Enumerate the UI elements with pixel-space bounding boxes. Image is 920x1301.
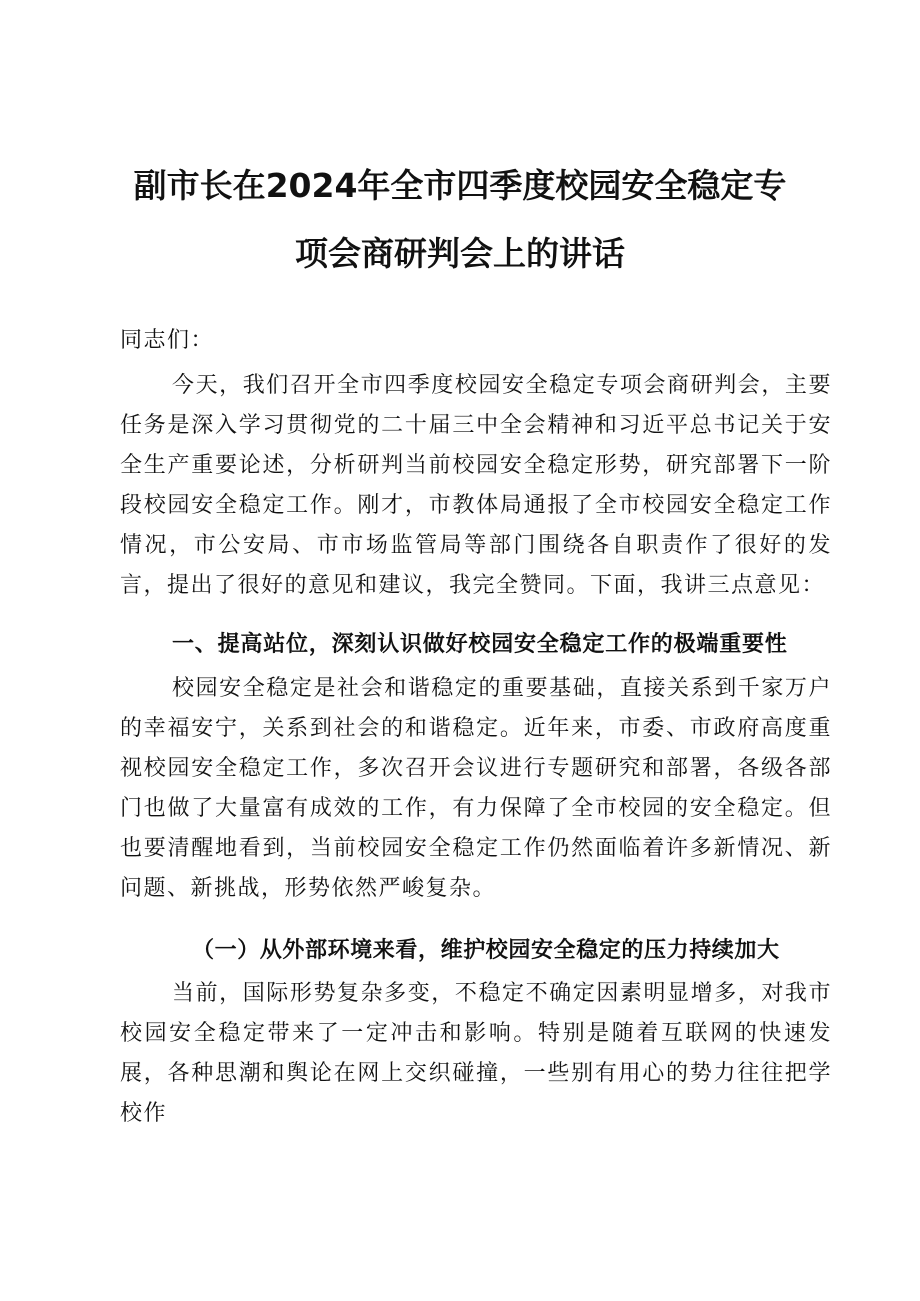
- paragraph-intro: 今天，我们召开全市四季度校园安全稳定专项会商研判会，主要任务是深入学习贯彻党的二十届三中全会精神和习近平总书记关于安全生产重要论述，分析研判当前校园安全稳定形势，研究部署下一阶段校园安全稳定工作。刚才，市教体局通报了全市校园安全稳定工作情况，市公安局、市市场监管局等部门围绕各自职责作了很好的发言，提出了很好的意见和建议，我完全赞同。下面，我讲三点意见：: [120, 373, 832, 598]
- subsection-heading-1: （一）从外部环境来看，维护校园安全稳定的压力持续加大: [192, 937, 780, 963]
- document-title-line-1: 副市长在2024年全市四季度校园安全稳定专: [133, 166, 787, 205]
- salutation: 同志们：: [120, 328, 215, 353]
- document-title-line-2: 项会商研判会上的讲话: [295, 234, 625, 273]
- paragraph-subsection-1: 当前，国际形势复杂多变，不稳定不确定因素明显增多，对我市校园安全稳定带来了一定冲击和影响。特别是随着互联网的快速发展，各种思潮和舆论在网上交织碰撞，一些别有用心的势力往往把学校作: [120, 981, 832, 1126]
- section-heading-1: 一、提高站位，深刻认识做好校园安全稳定工作的极端重要性: [172, 631, 788, 657]
- paragraph-section-1: 校园安全稳定是社会和谐稳定的重要基础，直接关系到千家万户的幸福安宁，关系到社会的和谐稳定。近年来，市委、市政府高度重视校园安全稳定工作，多次召开会议进行专题研究和部署，各级各部门也做了大量富有成效的工作，有力保障了全市校园的安全稳定。但也要清醒地看到，当前校园安全稳定工作仍然面临着许多新情况、新问题、新挑战，形势依然严峻复杂。: [120, 676, 832, 901]
